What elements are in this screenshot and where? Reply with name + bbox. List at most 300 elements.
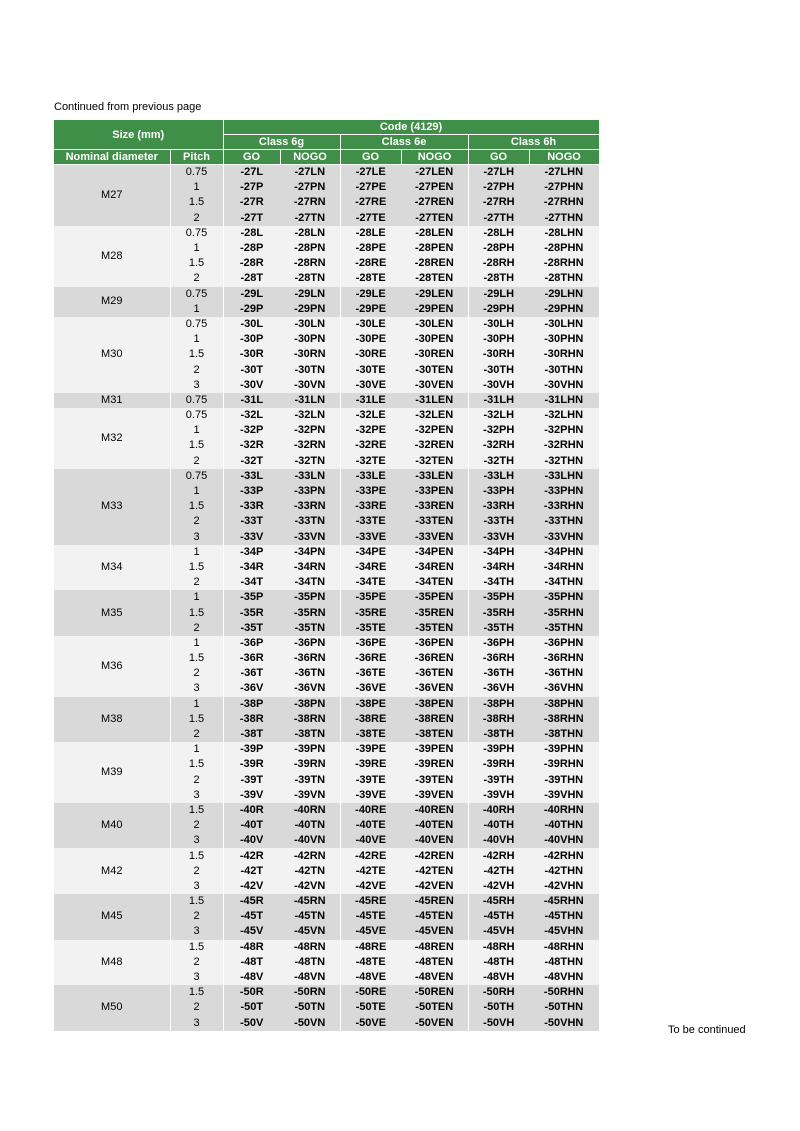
code-cell-go-6g: -45V [223, 924, 280, 939]
code-cell-nogo-6h: -27LHN [529, 165, 599, 181]
code-cell-nogo-6e: -35TEN [401, 621, 468, 636]
pitch-cell: 0.75 [170, 317, 223, 332]
code-cell-nogo-6e: -34PEN [401, 545, 468, 560]
code-cell-go-6h: -35TH [468, 621, 529, 636]
code-cell-nogo-6g: -32LN [280, 408, 340, 423]
code-cell-nogo-6e: -38REN [401, 712, 468, 727]
pitch-cell: 3 [170, 530, 223, 545]
nominal-diameter-cell: M48 [54, 940, 170, 986]
code-cell-nogo-6g: -33PN [280, 484, 340, 499]
code-cell-go-6h: -39PH [468, 742, 529, 757]
code-cell-nogo-6g: -39VN [280, 788, 340, 803]
code-cell-nogo-6g: -29PN [280, 302, 340, 317]
code-cell-nogo-6h: -32LHN [529, 408, 599, 423]
code-cell-go-6g: -32L [223, 408, 280, 423]
class-6h-header: Class 6h [468, 135, 599, 150]
code-cell-go-6e: -36RE [340, 651, 401, 666]
code-cell-nogo-6e: -28REN [401, 256, 468, 271]
code-cell-go-6e: -42TE [340, 864, 401, 879]
code-cell-nogo-6g: -33VN [280, 530, 340, 545]
code-cell-go-6e: -40TE [340, 818, 401, 833]
pitch-cell: 1.5 [170, 985, 223, 1000]
pitch-cell: 0.75 [170, 165, 223, 181]
table-row [54, 545, 599, 560]
code-cell-go-6e: -38TE [340, 727, 401, 742]
pitch-cell: 1 [170, 332, 223, 347]
code-cell-go-6h: -29PH [468, 302, 529, 317]
code-cell-go-6e: -27TE [340, 211, 401, 226]
code-cell-go-6h: -28TH [468, 271, 529, 286]
code-cell-go-6g: -42T [223, 864, 280, 879]
code-cell-go-6h: -40VH [468, 833, 529, 848]
nominal-diameter-cell: M34 [54, 545, 170, 591]
code-cell-go-6e: -36PE [340, 636, 401, 651]
code-cell-nogo-6g: -38RN [280, 712, 340, 727]
pitch-cell: 2 [170, 454, 223, 469]
code-cell-go-6e: -42VE [340, 879, 401, 894]
table-row [54, 894, 599, 909]
pitch-cell: 2 [170, 514, 223, 529]
code-cell-go-6e: -27RE [340, 195, 401, 210]
code-cell-nogo-6h: -36VHN [529, 681, 599, 696]
pitch-cell: 1 [170, 302, 223, 317]
code-cell-nogo-6e: -28TEN [401, 271, 468, 286]
nogo-header: NOGO [280, 150, 340, 165]
code-cell-nogo-6h: -42THN [529, 864, 599, 879]
code-cell-go-6g: -39V [223, 788, 280, 803]
code-cell-nogo-6h: -27RHN [529, 195, 599, 210]
code-cell-nogo-6e: -34REN [401, 560, 468, 575]
nogo-header: NOGO [529, 150, 599, 165]
code-cell-go-6g: -42V [223, 879, 280, 894]
pitch-cell: 2 [170, 864, 223, 879]
code-cell-nogo-6h: -33PHN [529, 484, 599, 499]
code-cell-nogo-6e: -30LEN [401, 317, 468, 332]
table-row [54, 848, 599, 863]
nominal-diameter-cell: M42 [54, 848, 170, 894]
code-cell-go-6e: -27LE [340, 165, 401, 181]
code-cell-go-6e: -39RE [340, 757, 401, 772]
code-cell-go-6h: -28RH [468, 256, 529, 271]
table-row [54, 469, 599, 484]
go-header: GO [468, 150, 529, 165]
pitch-cell: 1 [170, 180, 223, 195]
table-body [54, 165, 599, 1031]
code-cell-go-6e: -45VE [340, 924, 401, 939]
nominal-diameter-cell: M36 [54, 636, 170, 697]
code-cell-go-6g: -28T [223, 271, 280, 286]
code-cell-go-6e: -30PE [340, 332, 401, 347]
code-cell-nogo-6h: -30PHN [529, 332, 599, 347]
code-cell-nogo-6g: -33RN [280, 499, 340, 514]
code-cell-go-6e: -39PE [340, 742, 401, 757]
code-cell-nogo-6e: -45TEN [401, 909, 468, 924]
code-cell-nogo-6h: -39THN [529, 773, 599, 788]
code-cell-nogo-6g: -27TN [280, 211, 340, 226]
code-cell-nogo-6h: -42RHN [529, 848, 599, 863]
code-cell-go-6e: -32LE [340, 408, 401, 423]
table-row [54, 742, 599, 757]
pitch-cell: 3 [170, 1016, 223, 1031]
code-cell-go-6e: -50TE [340, 1000, 401, 1015]
code-cell-go-6g: -32R [223, 438, 280, 453]
code-cell-go-6e: -48RE [340, 940, 401, 955]
code-cell-nogo-6e: -39REN [401, 757, 468, 772]
code-cell-go-6h: -30TH [468, 362, 529, 377]
code-cell-go-6g: -39R [223, 757, 280, 772]
pitch-cell: 1.5 [170, 256, 223, 271]
pitch-cell: 1.5 [170, 894, 223, 909]
code-cell-go-6g: -38P [223, 697, 280, 712]
code-cell-nogo-6h: -27THN [529, 211, 599, 226]
code-cell-nogo-6g: -45VN [280, 924, 340, 939]
code-cell-go-6h: -45VH [468, 924, 529, 939]
code-cell-nogo-6e: -33TEN [401, 514, 468, 529]
code-cell-nogo-6e: -30TEN [401, 362, 468, 377]
pitch-cell: 1.5 [170, 757, 223, 772]
code-cell-nogo-6g: -50TN [280, 1000, 340, 1015]
code-cell-nogo-6g: -31LN [280, 393, 340, 408]
code-cell-nogo-6h: -28THN [529, 271, 599, 286]
code-cell-nogo-6g: -50RN [280, 985, 340, 1000]
code-cell-go-6h: -42TH [468, 864, 529, 879]
code-cell-nogo-6e: -39VEN [401, 788, 468, 803]
code-cell-nogo-6h: -42VHN [529, 879, 599, 894]
code-cell-go-6g: -32T [223, 454, 280, 469]
code-cell-go-6h: -34RH [468, 560, 529, 575]
pitch-cell: 2 [170, 909, 223, 924]
code-cell-go-6e: -38PE [340, 697, 401, 712]
code-cell-nogo-6e: -42VEN [401, 879, 468, 894]
code-cell-nogo-6g: -30RN [280, 347, 340, 362]
code-cell-nogo-6h: -38THN [529, 727, 599, 742]
code-cell-go-6g: -45R [223, 894, 280, 909]
code-cell-nogo-6h: -30THN [529, 362, 599, 377]
code-cell-go-6g: -34T [223, 575, 280, 590]
code-cell-nogo-6e: -40VEN [401, 833, 468, 848]
nominal-diameter-cell: M45 [54, 894, 170, 940]
code-cell-nogo-6e: -42TEN [401, 864, 468, 879]
code-cell-go-6g: -30P [223, 332, 280, 347]
code-cell-nogo-6e: -40TEN [401, 818, 468, 833]
pitch-cell: 2 [170, 773, 223, 788]
code-cell-nogo-6h: -40THN [529, 818, 599, 833]
code-cell-go-6g: -40V [223, 833, 280, 848]
code-cell-nogo-6h: -39RHN [529, 757, 599, 772]
pitch-cell: 1 [170, 590, 223, 605]
code-cell-nogo-6g: -27RN [280, 195, 340, 210]
nominal-diameter-cell: M40 [54, 803, 170, 849]
code-cell-go-6g: -39T [223, 773, 280, 788]
code-cell-nogo-6h: -48RHN [529, 940, 599, 955]
code-cell-go-6h: -40RH [468, 803, 529, 818]
code-cell-go-6g: -35R [223, 605, 280, 620]
table-row [54, 226, 599, 241]
code-cell-go-6e: -34TE [340, 575, 401, 590]
code-cell-go-6h: -28PH [468, 241, 529, 256]
table-row [54, 636, 599, 651]
code-cell-nogo-6g: -30LN [280, 317, 340, 332]
code-cell-go-6h: -40TH [468, 818, 529, 833]
code-cell-go-6e: -32TE [340, 454, 401, 469]
code-cell-go-6g: -36T [223, 666, 280, 681]
code-cell-nogo-6g: -39PN [280, 742, 340, 757]
nominal-diameter-cell: M31 [54, 393, 170, 408]
code-cell-nogo-6e: -27PEN [401, 180, 468, 195]
code-cell-go-6h: -36VH [468, 681, 529, 696]
code-cell-go-6e: -32RE [340, 438, 401, 453]
code-cell-nogo-6e: -48REN [401, 940, 468, 955]
nominal-diameter-cell: M27 [54, 165, 170, 226]
code-cell-go-6h: -39RH [468, 757, 529, 772]
code-cell-nogo-6g: -48RN [280, 940, 340, 955]
code-cell-go-6e: -34PE [340, 545, 401, 560]
code-cell-nogo-6e: -50TEN [401, 1000, 468, 1015]
code-cell-go-6h: -28LH [468, 226, 529, 241]
code-cell-nogo-6h: -29PHN [529, 302, 599, 317]
nominal-diameter-header: Nominal diameter [54, 150, 170, 165]
header-row-3 [54, 150, 599, 165]
code-cell-go-6e: -31LE [340, 393, 401, 408]
code-cell-go-6e: -33VE [340, 530, 401, 545]
code-cell-go-6e: -27PE [340, 180, 401, 195]
code-cell-go-6h: -50TH [468, 1000, 529, 1015]
code-cell-nogo-6e: -30PEN [401, 332, 468, 347]
code-cell-nogo-6h: -50RHN [529, 985, 599, 1000]
table-row [54, 940, 599, 955]
code-cell-nogo-6g: -45RN [280, 894, 340, 909]
code-cell-nogo-6e: -33REN [401, 499, 468, 514]
code-cell-go-6h: -48TH [468, 955, 529, 970]
code-cell-go-6e: -40RE [340, 803, 401, 818]
code-cell-go-6h: -32TH [468, 454, 529, 469]
code-cell-nogo-6e: -42REN [401, 848, 468, 863]
code-cell-nogo-6e: -32PEN [401, 423, 468, 438]
code-cell-go-6h: -33VH [468, 530, 529, 545]
code-cell-go-6h: -45TH [468, 909, 529, 924]
pitch-cell: 3 [170, 788, 223, 803]
pitch-cell: 1.5 [170, 940, 223, 955]
code-cell-nogo-6h: -45RHN [529, 894, 599, 909]
code-cell-nogo-6g: -40VN [280, 833, 340, 848]
code-cell-nogo-6h: -29LHN [529, 287, 599, 302]
code-cell-nogo-6g: -32TN [280, 454, 340, 469]
code-header: Code (4129) [223, 120, 599, 135]
code-cell-go-6h: -32LH [468, 408, 529, 423]
pitch-cell: 1.5 [170, 803, 223, 818]
pitch-cell: 2 [170, 1000, 223, 1015]
pitch-cell: 0.75 [170, 287, 223, 302]
code-cell-nogo-6e: -33LEN [401, 469, 468, 484]
code-cell-nogo-6g: -50VN [280, 1016, 340, 1031]
code-cell-go-6e: -45TE [340, 909, 401, 924]
code-cell-nogo-6g: -34TN [280, 575, 340, 590]
code-cell-nogo-6h: -28PHN [529, 241, 599, 256]
code-cell-nogo-6e: -29PEN [401, 302, 468, 317]
code-cell-go-6g: -31L [223, 393, 280, 408]
code-cell-nogo-6h: -45THN [529, 909, 599, 924]
code-cell-nogo-6e: -40REN [401, 803, 468, 818]
code-cell-nogo-6e: -50VEN [401, 1016, 468, 1031]
code-cell-go-6e: -28PE [340, 241, 401, 256]
code-cell-nogo-6h: -31LHN [529, 393, 599, 408]
nominal-diameter-cell: M35 [54, 590, 170, 636]
code-cell-go-6g: -34P [223, 545, 280, 560]
table-row [54, 287, 599, 302]
code-cell-nogo-6g: -27LN [280, 165, 340, 181]
code-cell-go-6g: -33T [223, 514, 280, 529]
code-cell-nogo-6g: -35RN [280, 605, 340, 620]
code-cell-go-6e: -30VE [340, 378, 401, 393]
code-cell-go-6g: -33V [223, 530, 280, 545]
code-cell-nogo-6e: -29LEN [401, 287, 468, 302]
code-cell-nogo-6h: -50VHN [529, 1016, 599, 1031]
code-cell-nogo-6g: -38PN [280, 697, 340, 712]
code-cell-nogo-6h: -45VHN [529, 924, 599, 939]
code-cell-go-6h: -39TH [468, 773, 529, 788]
code-cell-nogo-6h: -30RHN [529, 347, 599, 362]
code-cell-nogo-6h: -33RHN [529, 499, 599, 514]
code-cell-nogo-6h: -36PHN [529, 636, 599, 651]
code-cell-go-6g: -27L [223, 165, 280, 181]
code-cell-go-6g: -48R [223, 940, 280, 955]
code-cell-nogo-6h: -38RHN [529, 712, 599, 727]
code-cell-go-6e: -39TE [340, 773, 401, 788]
nominal-diameter-cell: M50 [54, 985, 170, 1031]
code-cell-nogo-6h: -32THN [529, 454, 599, 469]
code-cell-go-6g: -32P [223, 423, 280, 438]
code-cell-nogo-6g: -39TN [280, 773, 340, 788]
pitch-cell: 3 [170, 833, 223, 848]
table-row [54, 985, 599, 1000]
pitch-cell: 1 [170, 742, 223, 757]
table-row [54, 697, 599, 712]
pitch-cell: 1.5 [170, 605, 223, 620]
code-cell-go-6g: -48V [223, 970, 280, 985]
code-cell-nogo-6h: -35THN [529, 621, 599, 636]
code-cell-go-6e: -42RE [340, 848, 401, 863]
code-cell-nogo-6e: -27REN [401, 195, 468, 210]
code-cell-go-6e: -36VE [340, 681, 401, 696]
code-cell-go-6e: -48TE [340, 955, 401, 970]
code-cell-nogo-6e: -32LEN [401, 408, 468, 423]
code-cell-go-6g: -29P [223, 302, 280, 317]
code-cell-go-6h: -35RH [468, 605, 529, 620]
code-cell-nogo-6g: -48TN [280, 955, 340, 970]
code-cell-nogo-6e: -36REN [401, 651, 468, 666]
table-row [54, 165, 599, 181]
nominal-diameter-cell: M33 [54, 469, 170, 545]
code-cell-go-6g: -36P [223, 636, 280, 651]
code-cell-go-6e: -33TE [340, 514, 401, 529]
code-cell-nogo-6g: -45TN [280, 909, 340, 924]
go-header: GO [223, 150, 280, 165]
pitch-cell: 2 [170, 727, 223, 742]
code-cell-nogo-6h: -30VHN [529, 378, 599, 393]
code-cell-go-6h: -33RH [468, 499, 529, 514]
code-cell-nogo-6h: -33THN [529, 514, 599, 529]
code-cell-go-6h: -36RH [468, 651, 529, 666]
code-cell-nogo-6h: -39PHN [529, 742, 599, 757]
pitch-cell: 1 [170, 545, 223, 560]
to-be-continued-note: To be continued [668, 1024, 746, 1036]
code-cell-go-6g: -35P [223, 590, 280, 605]
code-cell-go-6g: -28R [223, 256, 280, 271]
code-cell-go-6e: -35PE [340, 590, 401, 605]
code-cell-nogo-6e: -27TEN [401, 211, 468, 226]
code-cell-nogo-6e: -28PEN [401, 241, 468, 256]
code-cell-nogo-6g: -34RN [280, 560, 340, 575]
pitch-cell: 2 [170, 818, 223, 833]
code-cell-nogo-6g: -33TN [280, 514, 340, 529]
code-cell-nogo-6h: -28LHN [529, 226, 599, 241]
code-cell-nogo-6g: -35PN [280, 590, 340, 605]
code-cell-go-6h: -33LH [468, 469, 529, 484]
header-row-1 [54, 120, 599, 135]
nominal-diameter-cell: M30 [54, 317, 170, 393]
code-cell-go-6h: -27PH [468, 180, 529, 195]
code-cell-go-6e: -48VE [340, 970, 401, 985]
code-cell-nogo-6g: -42VN [280, 879, 340, 894]
code-cell-nogo-6g: -48VN [280, 970, 340, 985]
code-cell-nogo-6e: -38TEN [401, 727, 468, 742]
code-cell-nogo-6g: -30PN [280, 332, 340, 347]
pitch-cell: 3 [170, 970, 223, 985]
code-cell-go-6h: -27TH [468, 211, 529, 226]
code-cell-go-6e: -33RE [340, 499, 401, 514]
code-cell-nogo-6h: -27PHN [529, 180, 599, 195]
code-cell-go-6e: -33PE [340, 484, 401, 499]
code-cell-go-6h: -30LH [468, 317, 529, 332]
pitch-cell: 1 [170, 423, 223, 438]
code-cell-go-6h: -42RH [468, 848, 529, 863]
nominal-diameter-cell: M32 [54, 408, 170, 469]
code-cell-go-6h: -38RH [468, 712, 529, 727]
pitch-cell: 3 [170, 681, 223, 696]
code-cell-go-6h: -48VH [468, 970, 529, 985]
code-cell-nogo-6e: -33VEN [401, 530, 468, 545]
table-row [54, 408, 599, 423]
pitch-cell: 1.5 [170, 438, 223, 453]
continued-from-note: Continued from previous page [54, 101, 202, 113]
code-cell-go-6g: -30L [223, 317, 280, 332]
code-cell-nogo-6e: -45REN [401, 894, 468, 909]
code-cell-go-6g: -50R [223, 985, 280, 1000]
code-cell-go-6g: -28P [223, 241, 280, 256]
code-cell-nogo-6h: -30LHN [529, 317, 599, 332]
code-cell-go-6e: -35TE [340, 621, 401, 636]
code-cell-nogo-6h: -32RHN [529, 438, 599, 453]
code-cell-go-6e: -50VE [340, 1016, 401, 1031]
pitch-cell: 1.5 [170, 347, 223, 362]
code-cell-go-6g: -27R [223, 195, 280, 210]
code-cell-go-6h: -31LH [468, 393, 529, 408]
code-cell-nogo-6g: -29LN [280, 287, 340, 302]
code-cell-go-6g: -33P [223, 484, 280, 499]
thread-gauge-table [54, 120, 600, 1031]
code-cell-go-6g: -34R [223, 560, 280, 575]
code-cell-nogo-6e: -36PEN [401, 636, 468, 651]
code-cell-go-6g: -30T [223, 362, 280, 377]
code-cell-nogo-6h: -33LHN [529, 469, 599, 484]
code-cell-nogo-6e: -34TEN [401, 575, 468, 590]
code-cell-go-6h: -29LH [468, 287, 529, 302]
nominal-diameter-cell: M28 [54, 226, 170, 287]
code-cell-nogo-6g: -40RN [280, 803, 340, 818]
pitch-cell: 2 [170, 575, 223, 590]
code-cell-go-6g: -38T [223, 727, 280, 742]
code-cell-go-6h: -27RH [468, 195, 529, 210]
